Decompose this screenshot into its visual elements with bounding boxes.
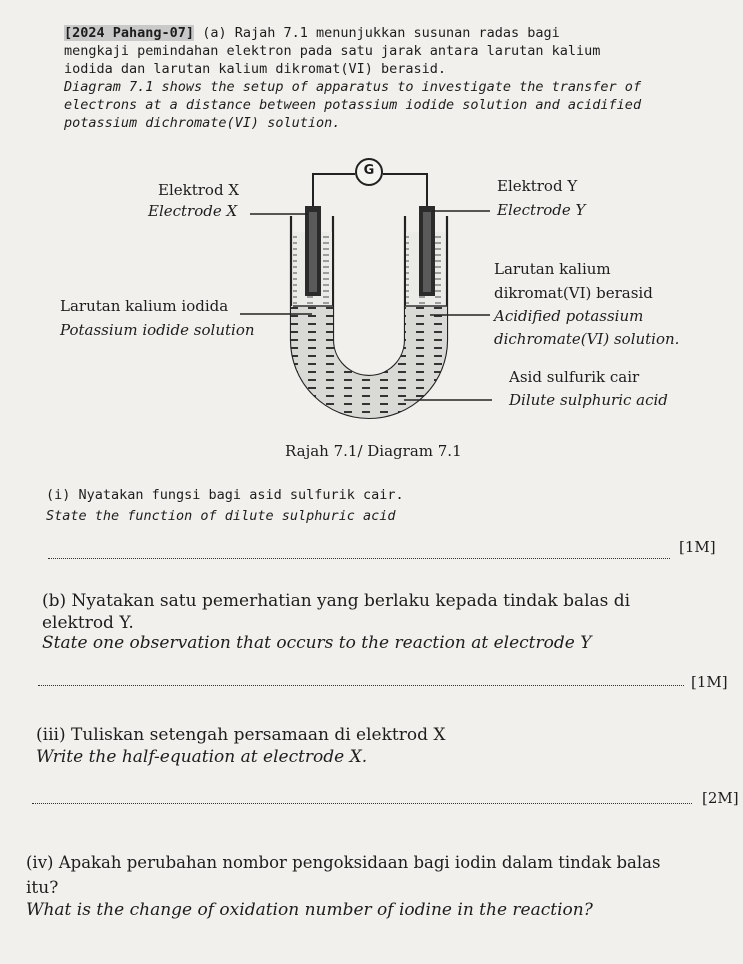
electrode-x-label-ms: Elektrod X [158, 181, 239, 199]
electrode-y-label-en: Electrode Y [497, 201, 586, 219]
dichromate-label-ms-2: dikromat(VI) berasid [494, 284, 653, 302]
q3-mark: [2M] [702, 789, 739, 807]
electrode-y-label-ms: Elektrod Y [497, 177, 578, 195]
intro-ms-line-2: mengkaji pemindahan elektron pada satu jarak antara larutan kalium [64, 43, 601, 59]
ki-label-en: Potassium iodide solution [60, 321, 255, 339]
q4-ms-1: (iv) Apakah perubahan nombor pengoksidaan bagi iodin dalam tindak balas [26, 853, 661, 872]
diagram-caption: Rajah 7.1/ Diagram 7.1 [285, 442, 462, 460]
dichromate-label-ms-1: Larutan kalium [494, 260, 611, 278]
galvanometer-label: G [363, 163, 375, 178]
q4-ms-2: itu? [26, 878, 59, 898]
q2-ms-2: elektrod Y. [42, 613, 134, 633]
question-header [64, 24, 560, 43]
q1-en: State the function of dilute sulphuric acid [46, 508, 396, 524]
acid-label-en: Dilute sulphuric acid [509, 391, 668, 409]
dichromate-label-en-2: dichromate(VI) solution. [494, 330, 680, 348]
dichromate-label-en-1: Acidified potassium [494, 307, 644, 325]
intro-ms-line-1: (a) Rajah 7.1 menunjukkan susunan radas bagi [202, 25, 560, 41]
intro-en-line-2: electrons at a distance between potassium iodide solution and acidified [64, 97, 642, 113]
q2-mark: [1M] [691, 673, 728, 691]
q3-answer-line[interactable] [32, 803, 692, 804]
ki-label-ms: Larutan kalium iodida [60, 297, 229, 315]
q2-ms-1: (b) Nyatakan satu pemerhatian yang berlaku kepada tindak balas di [42, 591, 631, 611]
electrode-x [305, 206, 321, 296]
intro-ms-line-3: iodida dan larutan kalium dikromat(VI) berasid. [64, 61, 447, 77]
q3-ms: (iii) Tuliskan setengah persamaan di elektrod X [36, 725, 446, 745]
q4-en: What is the change of oxidation number of iodine in the reaction? [26, 900, 593, 920]
question-source-tag: [2024 Pahang-07] [64, 25, 195, 41]
electrode-y [419, 206, 435, 296]
q1-mark: [1M] [679, 538, 716, 556]
q1-answer-line[interactable] [48, 558, 670, 559]
intro-en-line-3: potassium dichromate(VI) solution. [64, 115, 341, 131]
q3-en: Write the half-equation at electrode X. [36, 747, 368, 767]
acid-label-ms: Asid sulfurik cair [509, 368, 640, 386]
q2-answer-line[interactable] [38, 685, 684, 686]
electrode-x-label-en: Electrode X [148, 202, 238, 220]
intro-en-line-1: Diagram 7.1 shows the setup of apparatus to investigate the transfer of [64, 79, 642, 95]
q1-ms: (i) Nyatakan fungsi bagi asid sulfurik cair. [46, 487, 404, 503]
q2-en: State one observation that occurs to the reaction at electrode Y [42, 633, 592, 653]
